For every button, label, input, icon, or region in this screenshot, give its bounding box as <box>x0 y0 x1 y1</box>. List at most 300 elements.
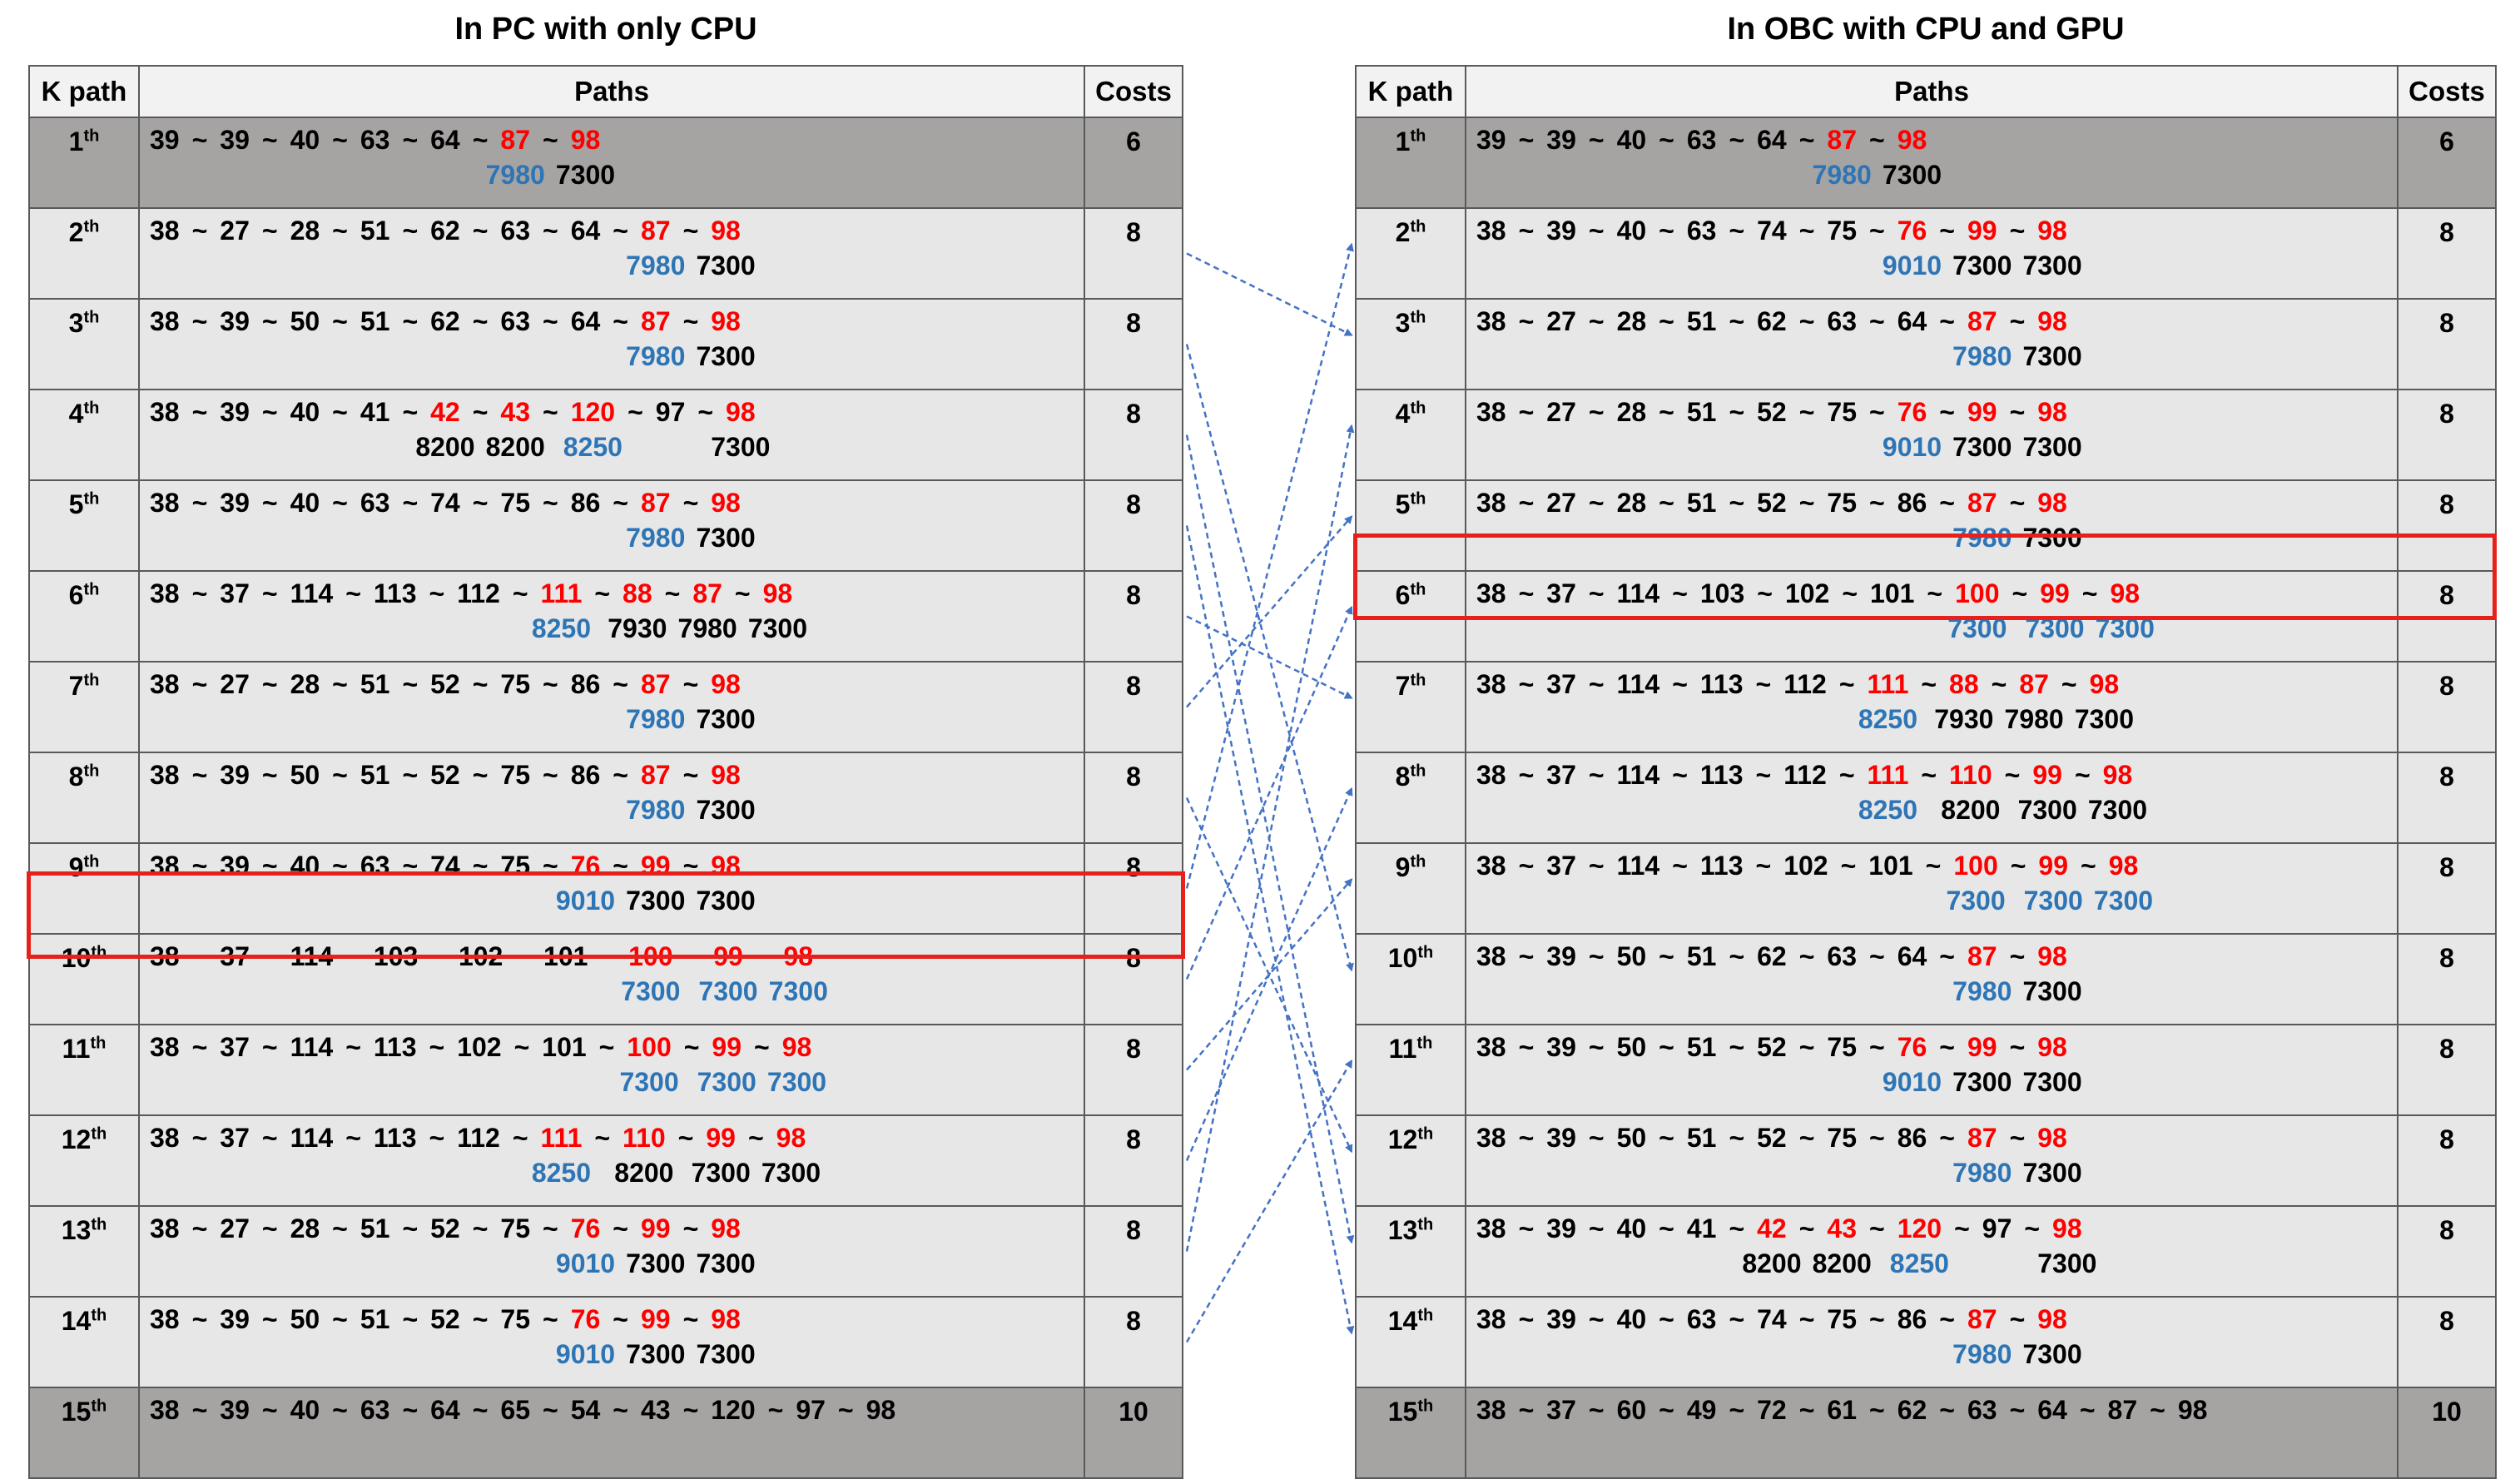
edge-weight: 7980 <box>1952 523 2012 553</box>
path-separator: ~ <box>543 1304 558 1334</box>
path-separator: ~ <box>1659 397 1674 427</box>
path-separator: ~ <box>1869 1304 1885 1334</box>
path-node: 49 <box>1686 1395 1717 1425</box>
path-node: 65 <box>500 1395 530 1425</box>
path-node: 87 <box>1827 125 1857 155</box>
path-separator: ~ <box>1729 306 1745 336</box>
path-node: 62 <box>430 216 460 246</box>
path-node: 27 <box>1546 488 1576 518</box>
path-node: 28 <box>290 669 320 699</box>
path-node: 101 <box>1868 851 1913 881</box>
edge-weight: 7300 <box>619 1067 679 1097</box>
path-node: 99 <box>2038 851 2069 881</box>
path-node: 38 <box>1476 669 1506 699</box>
path-node: 51 <box>1686 941 1717 971</box>
path-node: 63 <box>360 1395 390 1425</box>
kpath-rank-suffix: th <box>1410 127 1426 146</box>
path-separator: ~ <box>682 669 699 699</box>
path-separator: ~ <box>613 1395 628 1425</box>
path-separator: ~ <box>1939 488 1955 518</box>
cost-cell: 8 <box>2398 1115 2496 1206</box>
path-separator: ~ <box>1755 760 1772 790</box>
path-separator: ~ <box>677 1123 694 1153</box>
path-node: 37 <box>1546 669 1576 699</box>
path-separator: ~ <box>402 306 419 336</box>
cost-cell: 8 <box>1084 208 1183 299</box>
path-node: 76 <box>570 1304 601 1334</box>
path-separator: ~ <box>1798 1032 1815 1062</box>
edge-weight: 7300 <box>697 1067 756 1097</box>
path-separator: ~ <box>1518 1213 1535 1243</box>
path-node: 37 <box>220 941 250 971</box>
path-separator: ~ <box>1939 397 1955 427</box>
path-separator: ~ <box>332 125 348 155</box>
path-separator: ~ <box>2010 851 2026 881</box>
kpath-rank: 15 <box>1387 1397 1418 1427</box>
path-node: 39 <box>1546 941 1576 971</box>
kpath-rank: 6 <box>1395 580 1411 610</box>
path-separator: ~ <box>1798 125 1815 155</box>
edge-weight: 8200 <box>614 1158 674 1188</box>
path-node: 38 <box>150 306 180 336</box>
path-node: 38 <box>150 1304 180 1334</box>
edge-weight: 7930 <box>1934 704 1994 734</box>
kpath-rank-suffix: th <box>1410 308 1426 327</box>
edge-weight: 8250 <box>1858 795 1918 825</box>
path-node: 39 <box>1546 1123 1576 1153</box>
path-separator: ~ <box>1755 669 1772 699</box>
path-separator: ~ <box>332 669 348 699</box>
path-separator: ~ <box>1659 1304 1674 1334</box>
path-node: 101 <box>1870 578 1915 608</box>
edge-weight: 7300 <box>696 1248 756 1278</box>
edge-weight: 7300 <box>2022 523 2082 553</box>
path-node: 28 <box>1616 488 1647 518</box>
kpath-rank-suffix: th <box>1417 1397 1434 1416</box>
cost-cell: 8 <box>2398 752 2496 843</box>
path-node: 111 <box>1867 760 1909 790</box>
path-separator: ~ <box>1588 1123 1605 1153</box>
path-node: 98 <box>2177 1395 2208 1425</box>
path-node: 87 <box>640 306 671 336</box>
path-separator: ~ <box>345 1123 361 1153</box>
edge-weight: 7980 <box>1952 1339 2012 1369</box>
kpath-rank-suffix: th <box>83 308 100 327</box>
cost-cell: 8 <box>1084 299 1183 390</box>
path-separator: ~ <box>191 216 208 246</box>
path-node: 27 <box>1546 306 1576 336</box>
kpath-rank: 1 <box>1395 127 1411 156</box>
path-node: 39 <box>150 125 180 155</box>
path-node: 98 <box>1897 125 1927 155</box>
path-node: 98 <box>2102 760 2133 790</box>
path-separator: ~ <box>472 306 489 336</box>
path-separator: ~ <box>1925 851 1942 881</box>
path-node: 37 <box>1546 578 1576 608</box>
path-separator: ~ <box>191 669 208 699</box>
path-node: 74 <box>1757 1304 1787 1334</box>
path-node: 76 <box>1897 397 1927 427</box>
edge-weight: 7300 <box>696 886 756 916</box>
edge-weight: 7300 <box>2093 886 2154 916</box>
cost-cell: 8 <box>1084 1297 1183 1387</box>
rank-link-arrow <box>1187 608 1352 980</box>
path-node: 76 <box>570 1213 601 1243</box>
path-separator: ~ <box>594 578 611 608</box>
path-node: 42 <box>1757 1213 1787 1243</box>
path-node: 63 <box>1827 941 1857 971</box>
path-node: 37 <box>1546 760 1576 790</box>
path-node: 87 <box>500 125 530 155</box>
path-separator: ~ <box>1588 1032 1605 1062</box>
path-separator: ~ <box>1798 1304 1815 1334</box>
path-node: 98 <box>711 1304 741 1334</box>
path-node: 98 <box>2108 851 2139 881</box>
path-separator: ~ <box>2061 669 2077 699</box>
path-node: 86 <box>570 488 601 518</box>
path-separator: ~ <box>402 669 419 699</box>
path-separator: ~ <box>191 488 208 518</box>
path-node: 38 <box>150 488 180 518</box>
path-separator: ~ <box>1921 669 1937 699</box>
path-node: 87 <box>640 669 671 699</box>
path-node: 114 <box>290 941 334 971</box>
path-node: 39 <box>1546 1032 1576 1062</box>
path-separator: ~ <box>1729 941 1745 971</box>
path-separator: ~ <box>1588 306 1605 336</box>
path-node: 120 <box>1897 1213 1942 1243</box>
edge-weight: 8250 <box>531 1158 592 1188</box>
path-node: 98 <box>570 125 601 155</box>
path-node: 88 <box>623 578 652 608</box>
path-node: 99 <box>640 1213 671 1243</box>
path-separator: ~ <box>430 941 446 971</box>
path-separator: ~ <box>472 669 489 699</box>
path-separator: ~ <box>1757 578 1773 608</box>
path-node: 86 <box>570 669 601 699</box>
path-node: 103 <box>1699 578 1745 608</box>
path-node: 98 <box>762 578 793 608</box>
path-node: 37 <box>220 1032 250 1062</box>
path-separator: ~ <box>2150 1395 2165 1425</box>
path-node: 98 <box>711 488 741 518</box>
path-node: 39 <box>220 125 250 155</box>
path-separator: ~ <box>1798 1123 1815 1153</box>
path-separator: ~ <box>1798 1395 1815 1425</box>
path-node: 98 <box>783 941 814 971</box>
path-node: 39 <box>1546 1213 1576 1243</box>
path-node: 40 <box>1616 1304 1647 1334</box>
path-node: 111 <box>1867 669 1909 699</box>
path-separator: ~ <box>402 216 419 246</box>
path-separator: ~ <box>1588 578 1605 608</box>
path-separator: ~ <box>697 397 714 427</box>
path-node: 75 <box>500 760 530 790</box>
path-separator: ~ <box>600 941 617 971</box>
path-node: 37 <box>1546 1395 1576 1425</box>
path-node: 52 <box>430 1213 460 1243</box>
path-separator: ~ <box>191 125 208 155</box>
path-separator: ~ <box>1840 851 1857 881</box>
path-node: 28 <box>290 1213 320 1243</box>
path-separator: ~ <box>767 1395 784 1425</box>
edge-weight: 7300 <box>766 1067 827 1097</box>
path-nodes <box>1476 1395 2207 1426</box>
path-separator: ~ <box>472 760 489 790</box>
path-separator: ~ <box>345 578 361 608</box>
path-separator: ~ <box>332 1213 348 1243</box>
path-separator: ~ <box>345 1032 361 1062</box>
kpath-rank: 7 <box>1395 671 1411 701</box>
path-separator: ~ <box>1518 1032 1535 1062</box>
path-node: 39 <box>220 1304 250 1334</box>
path-node: 74 <box>430 851 460 881</box>
kpath-rank-suffix: th <box>1410 852 1426 871</box>
path-separator: ~ <box>1588 125 1605 155</box>
edge-weight: 9010 <box>555 1248 616 1278</box>
path-separator: ~ <box>755 941 771 971</box>
edge-weight: 7300 <box>698 976 758 1006</box>
path-separator: ~ <box>613 306 628 336</box>
cost-cell: 8 <box>1084 1115 1183 1206</box>
edge-weight: 7300 <box>2022 432 2082 462</box>
path-node: 63 <box>1686 1304 1717 1334</box>
path-separator: ~ <box>2074 760 2091 790</box>
path-node: 60 <box>1616 1395 1647 1425</box>
path-node: 120 <box>570 397 616 427</box>
path-separator: ~ <box>1921 760 1937 790</box>
path-node: 39 <box>1546 216 1576 246</box>
path-separator: ~ <box>1672 669 1688 699</box>
path-separator: ~ <box>1838 760 1855 790</box>
path-separator: ~ <box>2009 306 2026 336</box>
path-separator: ~ <box>261 760 278 790</box>
path-cell <box>1466 1387 2398 1478</box>
path-separator: ~ <box>1869 941 1885 971</box>
path-node: 52 <box>1757 488 1787 518</box>
table-row <box>29 1387 1183 1478</box>
edge-weight: 7300 <box>626 1248 686 1278</box>
cost-cell: 8 <box>2398 390 2496 480</box>
path-separator: ~ <box>543 669 558 699</box>
path-node: 51 <box>1686 488 1717 518</box>
edge-weight: 9010 <box>1882 251 1942 280</box>
path-node: 63 <box>500 216 530 246</box>
path-separator: ~ <box>261 1304 278 1334</box>
cost-cell: 8 <box>2398 480 2496 571</box>
path-separator: ~ <box>2009 488 2026 518</box>
edge-weight: 7300 <box>621 976 681 1006</box>
path-node: 38 <box>150 669 180 699</box>
path-separator: ~ <box>1954 1213 1970 1243</box>
path-separator: ~ <box>402 1395 419 1425</box>
edge-weight: 7980 <box>2004 704 2064 734</box>
path-separator: ~ <box>683 1032 700 1062</box>
path-node: 50 <box>1616 941 1647 971</box>
path-separator: ~ <box>613 1304 628 1334</box>
rank-link-arrow <box>1187 426 1352 1252</box>
path-node: 64 <box>2037 1395 2067 1425</box>
edge-weight: 8250 <box>1858 704 1918 734</box>
left-panel-title: In PC with only CPU <box>454 12 757 47</box>
path-separator: ~ <box>1588 1304 1605 1334</box>
path-separator: ~ <box>191 1395 208 1425</box>
path-separator: ~ <box>2009 397 2026 427</box>
path-node: 98 <box>2052 1213 2082 1243</box>
path-node: 102 <box>1784 578 1830 608</box>
path-separator: ~ <box>261 941 278 971</box>
path-separator: ~ <box>613 851 628 881</box>
path-separator: ~ <box>2009 1032 2026 1062</box>
kpath-rank-suffix: th <box>91 1215 107 1234</box>
path-separator: ~ <box>261 851 278 881</box>
path-separator: ~ <box>1518 1304 1535 1334</box>
path-node: 51 <box>360 306 390 336</box>
edge-weight: 8250 <box>531 613 592 643</box>
cost-cell: 8 <box>2398 1025 2496 1115</box>
edge-weight: 7300 <box>747 613 807 643</box>
path-separator: ~ <box>682 306 699 336</box>
kpath-rank-suffix: th <box>83 489 100 509</box>
path-node: 40 <box>1616 1213 1647 1243</box>
path-node: 51 <box>1686 397 1717 427</box>
path-separator: ~ <box>1659 306 1674 336</box>
path-node: 113 <box>1699 851 1744 881</box>
path-separator: ~ <box>1588 851 1605 881</box>
path-separator: ~ <box>191 851 208 881</box>
path-separator: ~ <box>1869 306 1885 336</box>
path-separator: ~ <box>1939 1395 1955 1425</box>
path-node: 99 <box>706 1123 736 1153</box>
path-node: 102 <box>1783 851 1828 881</box>
edge-weight: 7980 <box>677 613 737 643</box>
path-node: 63 <box>500 306 530 336</box>
path-node: 97 <box>655 397 686 427</box>
path-node: 41 <box>1686 1213 1717 1243</box>
path-node: 64 <box>570 216 601 246</box>
path-node: 111 <box>540 578 583 608</box>
kpath-rank-suffix: th <box>83 762 100 781</box>
path-node: 54 <box>570 1395 601 1425</box>
path-separator: ~ <box>402 125 419 155</box>
path-node: 75 <box>1827 1032 1857 1062</box>
path-separator: ~ <box>1659 1032 1674 1062</box>
path-separator: ~ <box>682 488 699 518</box>
path-separator: ~ <box>613 1213 628 1243</box>
edge-weight: 8200 <box>1812 1248 1872 1278</box>
path-node: 75 <box>1827 216 1857 246</box>
edge-weight: 7300 <box>768 976 828 1006</box>
edge-weight: 7300 <box>2022 251 2082 280</box>
kpath-rank: 11 <box>1388 1034 1417 1064</box>
path-node: 99 <box>640 851 671 881</box>
edge-weight: 7300 <box>2023 886 2083 916</box>
path-separator: ~ <box>2009 1304 2026 1334</box>
path-separator: ~ <box>1991 669 2007 699</box>
header-kpath: K path <box>29 66 139 117</box>
path-node: 110 <box>623 1123 666 1153</box>
path-separator: ~ <box>261 125 278 155</box>
kpath-rank-suffix: th <box>90 1034 107 1053</box>
path-node: 40 <box>1616 216 1647 246</box>
path-separator: ~ <box>191 1123 208 1153</box>
path-node: 52 <box>1757 1123 1787 1153</box>
path-separator: ~ <box>1927 578 1943 608</box>
path-separator: ~ <box>191 397 208 427</box>
kpath-rank-suffix: th <box>91 1124 107 1144</box>
path-separator: ~ <box>332 1304 348 1334</box>
path-separator: ~ <box>1798 1213 1815 1243</box>
kpath-rank: 9 <box>68 852 84 882</box>
path-node: 97 <box>796 1395 826 1425</box>
path-separator: ~ <box>1518 1395 1535 1425</box>
edge-weight: 8200 <box>415 432 475 462</box>
cost-cell: 8 <box>2398 571 2496 662</box>
path-separator: ~ <box>1729 488 1745 518</box>
path-separator: ~ <box>613 669 628 699</box>
header-paths: Paths <box>139 66 1084 117</box>
path-separator: ~ <box>191 1032 208 1062</box>
kpath-rank-suffix: th <box>1416 1034 1433 1053</box>
path-separator: ~ <box>332 1395 348 1425</box>
kpath-rank: 13 <box>1387 1215 1418 1245</box>
path-separator: ~ <box>1869 488 1885 518</box>
path-node: 75 <box>500 1213 530 1243</box>
path-separator: ~ <box>1588 1395 1605 1425</box>
path-separator: ~ <box>402 851 419 881</box>
path-node: 64 <box>570 306 601 336</box>
path-node: 98 <box>711 851 741 881</box>
cost-cell: 10 <box>2398 1387 2496 1478</box>
path-separator: ~ <box>1588 488 1605 518</box>
path-node: 51 <box>360 669 390 699</box>
kpath-rank-cell <box>1356 1387 1466 1478</box>
path-node: 74 <box>1757 216 1787 246</box>
path-separator: ~ <box>2009 941 2026 971</box>
path-node: 76 <box>1897 216 1927 246</box>
path-separator: ~ <box>191 760 208 790</box>
path-separator: ~ <box>1659 1213 1674 1243</box>
path-node: 43 <box>640 1395 671 1425</box>
path-node: 52 <box>430 669 460 699</box>
path-node: 39 <box>1476 125 1506 155</box>
edge-weight: 9010 <box>1882 1067 1942 1097</box>
path-node: 38 <box>1476 1304 1506 1334</box>
path-node: 27 <box>220 1213 250 1243</box>
path-separator: ~ <box>1588 1213 1605 1243</box>
path-separator: ~ <box>402 1304 419 1334</box>
edge-weight: 7300 <box>691 1158 751 1188</box>
path-separator: ~ <box>1672 578 1688 608</box>
path-node: 114 <box>290 1032 334 1062</box>
kpath-rank: 14 <box>1387 1306 1418 1336</box>
path-separator: ~ <box>1729 397 1745 427</box>
path-separator: ~ <box>1939 941 1955 971</box>
path-node: 100 <box>628 941 673 971</box>
path-separator: ~ <box>1869 1213 1885 1243</box>
path-separator: ~ <box>543 397 558 427</box>
path-separator: ~ <box>332 397 348 427</box>
rank-link-arrow <box>1187 617 1352 698</box>
kpath-rank: 14 <box>61 1306 92 1336</box>
path-node: 38 <box>150 760 180 790</box>
path-node: 75 <box>1827 1123 1857 1153</box>
path-separator: ~ <box>261 1395 278 1425</box>
path-node: 99 <box>640 1304 671 1334</box>
path-separator: ~ <box>261 488 278 518</box>
path-node: 100 <box>1955 578 2000 608</box>
edge-weight: 7300 <box>696 251 756 280</box>
